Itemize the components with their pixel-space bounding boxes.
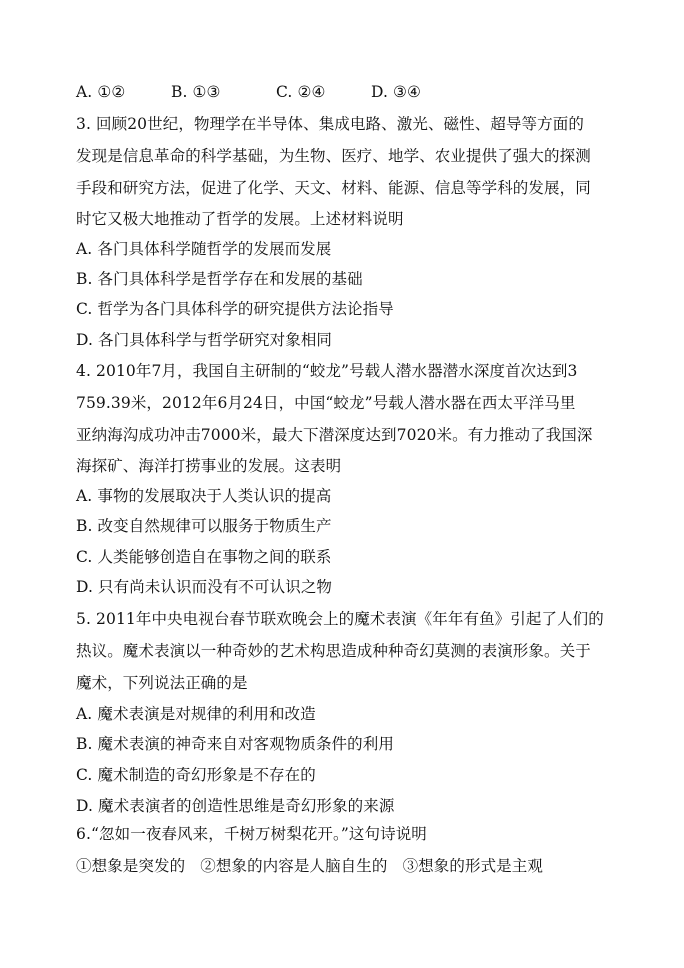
- q5-option-d: D. 魔术表演者的创造性思维是奇幻形象的来源: [76, 797, 395, 815]
- q2-option-a: A. ①②: [76, 83, 126, 101]
- q3-option-b: B. 各门具体科学是哲学存在和发展的基础: [76, 270, 363, 288]
- q4-stem-line-4: 海探矿、海洋打捞事业的发展。这表明: [76, 457, 342, 475]
- q3-stem-line-1: 3. 回顾20世纪，物理学在半导体、集成电路、激光、磁性、超导等方面的: [76, 115, 584, 133]
- q2-option-b: B. ①③: [171, 83, 221, 101]
- q4-option-b: B. 改变自然规律可以服务于物质生产: [76, 517, 332, 535]
- q4-stem-line-1: 4. 2010年7月，我国自主研制的“蛟龙”号载人潜水器潜水深度首次达到3: [76, 362, 578, 380]
- q4-stem-line-2: 759.39米，2012年6月24日，中国“蛟龙”号载人潜水器在西太平洋马里: [76, 394, 576, 412]
- q2-options-row: [76, 82, 616, 102]
- q3-stem-line-2: 发现是信息革命的科学基础，为生物、医疗、地学、农业提供了强大的探测: [76, 147, 591, 165]
- q6-stem-line-1: 6.“忽如一夜春风来，千树万树梨花开。”这句诗说明: [76, 825, 427, 843]
- q3-option-c: C. 哲学为各门具体科学的研究提供方法论指导: [76, 300, 394, 318]
- q4-option-a: A. 事物的发展取决于人类认识的提高: [76, 487, 332, 505]
- q3-option-a: A. 各门具体科学随哲学的发展而发展: [76, 240, 332, 258]
- q2-option-c: C. ②④: [276, 83, 326, 101]
- q2-option-d: D. ③④: [371, 83, 422, 101]
- q5-stem-line-3: 魔术，下列说法正确的是: [76, 674, 248, 692]
- q3-stem-line-3: 手段和研究方法，促进了化学、天文、材料、能源、信息等学科的发展，同: [76, 179, 591, 197]
- q4-option-c: C. 人类能够创造自在事物之间的联系: [76, 548, 332, 566]
- q5-stem-line-2: 热议。魔术表演以一种奇妙的艺术构思造成种种奇幻莫测的表演形象。关于: [76, 642, 591, 660]
- q6-statements: ①想象是突发的 ②想象的内容是人脑自生的 ③想象的形式是主观: [76, 857, 543, 875]
- q5-option-c: C. 魔术制造的奇幻形象是不存在的: [76, 766, 316, 784]
- q4-option-d: D. 只有尚未认识而没有不可认识之物: [76, 578, 333, 596]
- q4-stem-line-3: 亚纳海沟成功冲击7000米，最大下潜深度达到7020米。有力推动了我国深: [76, 426, 593, 444]
- q3-stem-line-4: 时它又极大地推动了哲学的发展。上述材料说明: [76, 210, 404, 228]
- q5-option-b: B. 魔术表演的神奇来自对客观物质条件的利用: [76, 735, 394, 753]
- q3-option-d: D. 各门具体科学与哲学研究对象相同: [76, 331, 333, 349]
- q5-stem-line-1: 5. 2011年中央电视台春节联欢晚会上的魔术表演《年年有鱼》引起了人们的: [76, 610, 604, 628]
- q5-option-a: A. 魔术表演是对规律的利用和改造: [76, 705, 316, 723]
